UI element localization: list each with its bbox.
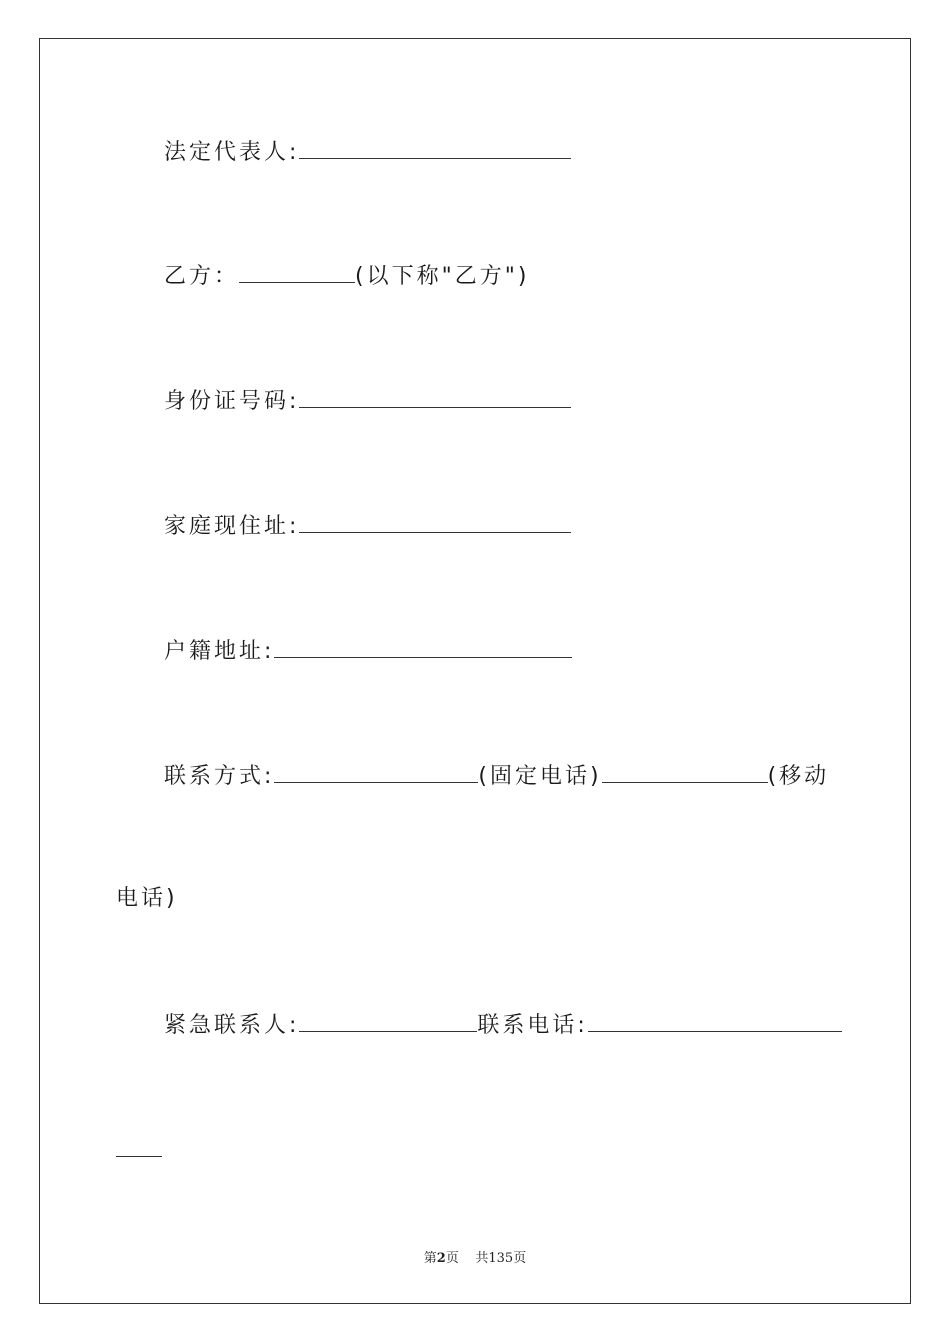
contact-label: 联系方式:: [164, 764, 275, 789]
fixed-phone-label: (固定电话): [478, 764, 602, 789]
legal-rep-label: 法定代表人:: [164, 140, 300, 165]
emergency-contact-label: 紧急联系人:: [164, 1013, 300, 1038]
emergency-phone-label: 联系电话:: [477, 1013, 588, 1038]
emergency-contact-blank[interactable]: [299, 1009, 477, 1032]
party-b-blank[interactable]: [239, 260, 355, 283]
page-border: [39, 38, 911, 1304]
emergency-contact-line: [164, 1009, 842, 1039]
footer-total-pages: 135: [488, 1251, 514, 1266]
id-number-blank[interactable]: [299, 385, 571, 408]
id-number-line: [164, 385, 571, 415]
legal-rep-blank[interactable]: [299, 136, 571, 159]
contact-line: [164, 760, 829, 790]
home-address-label: 家庭现住址:: [164, 514, 300, 539]
fixed-phone-blank[interactable]: [274, 760, 478, 783]
id-number-label: 身份证号码:: [164, 389, 300, 414]
legal-rep-line: [164, 136, 571, 166]
household-address-line: [164, 635, 572, 665]
footer-total-suffix: 页: [513, 1251, 527, 1266]
household-address-blank[interactable]: [274, 635, 572, 658]
home-address-line: [164, 510, 571, 540]
party-b-suffix: (以下称"乙方"): [355, 264, 530, 289]
footer-page-prefix: 第: [423, 1251, 437, 1266]
page-footer: [0, 1247, 950, 1266]
home-address-blank[interactable]: [299, 510, 571, 533]
contact-line-continued: [116, 884, 178, 914]
emergency-phone-line-continued: [116, 1134, 162, 1164]
mobile-phone-label-continued: 电话): [116, 886, 178, 911]
mobile-phone-label: (移动: [767, 764, 830, 789]
emergency-phone-blank-continued[interactable]: [116, 1134, 162, 1157]
party-b-label: 乙方：: [164, 264, 240, 289]
party-b-line: [164, 260, 529, 290]
household-address-label: 户籍地址:: [164, 639, 275, 664]
footer-page-suffix: 页: [445, 1251, 459, 1266]
footer-total-prefix: 共: [475, 1251, 489, 1266]
mobile-phone-blank[interactable]: [602, 760, 768, 783]
emergency-phone-blank[interactable]: [588, 1009, 842, 1032]
footer-page-number: 2: [436, 1251, 446, 1266]
